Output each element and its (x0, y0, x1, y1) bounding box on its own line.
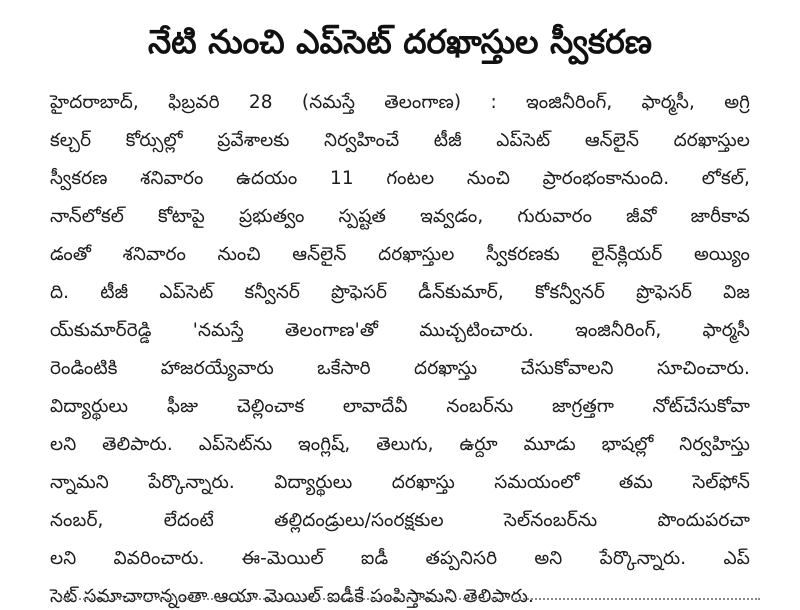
article-headline: నేటి నుంచి ఎప్‌సెట్ దరఖాస్తుల స్వీకరణ (147, 22, 653, 61)
article-line: కల్చర్ కోర్సుల్లో ప్రవేశాలకు నిర్వహించే టీజీ ఎప్‌సెట్ ఆన్‌లైన్ దరఖాస్తుల (50, 130, 750, 151)
article-line: స్వీకరణ శనివారం ఉదయం 11 గంటల నుంచి ప్రారంభంకానుంది. లోకల్, (50, 168, 750, 189)
article-line-last: సెట్ సమాచారాన్నంతా ఆయా మెయిల్ ఐడీకే పంపిస్తామని తెలిపారు. (50, 586, 535, 607)
article-line: ది. టీజీ ఎప్‌సెట్ కన్వీనర్ ప్రొఫెసర్ డీన్‌కుమార్, కోకన్వీనర్ ప్రొఫెసర్ విజ (50, 282, 750, 303)
article-line: లని వివరించారు. ఈ-మెయిల్ ఐడీ తప్పనిసరి అని పేర్కొన్నారు. ఎప్ (50, 548, 750, 569)
dotted-divider (60, 598, 760, 600)
article-body (50, 84, 750, 610)
article-line: విద్యార్థులు ఫీజు చెల్లించాక లావాదేవీ నంబర్‌ను జాగ్రత్తగా నోట్‌చేసుకోవా (50, 396, 750, 417)
article-line: న్నామని పేర్కొన్నారు. విద్యార్థులు దరఖాస్తు సమయంలో తమ సెల్‌ఫోన్ (50, 472, 750, 493)
article-line: డంతో శనివారం నుంచి ఆన్‌లైన్ దరఖాస్తుల స్వీకరణకు లైన్‌క్లియర్ అయ్యిం (50, 244, 750, 265)
article-line: లని తెలిపారు. ఎప్‌సెట్‌ను ఇంగ్లిష్, తెలుగు, ఉర్దూ మూడు భాషల్లో నిర్వహిస్తు (50, 434, 750, 455)
article-line: నాన్‌లోకల్ కోటాపై ప్రభుత్వం స్పష్టత ఇవ్వడం, గురువారం జీవో జారీకావ (50, 206, 750, 227)
article-line: నంబర్, లేదంటే తల్లిదండ్రులు/సంరక్షకుల సెల్‌నంబర్‌ను పొందుపరచా (50, 510, 750, 531)
article-line: హైదరాబాద్, ఫిబ్రవరి 28 (నమస్తే తెలంగాణ) : ఇంజినీరింగ్, ఫార్మసీ, అగ్రి (50, 92, 750, 113)
article-line: రెండింటికి హాజరయ్యేవారు ఒకేసారి దరఖాస్తు చేసుకోవాలని సూచించారు. (50, 358, 750, 379)
article-line: య్‌కుమార్‌రెడ్డి 'నమస్తే తెలంగాణ'తో ముచ్చటించారు. ఇంజినీరింగ్, ఫార్మసీ (50, 320, 750, 341)
